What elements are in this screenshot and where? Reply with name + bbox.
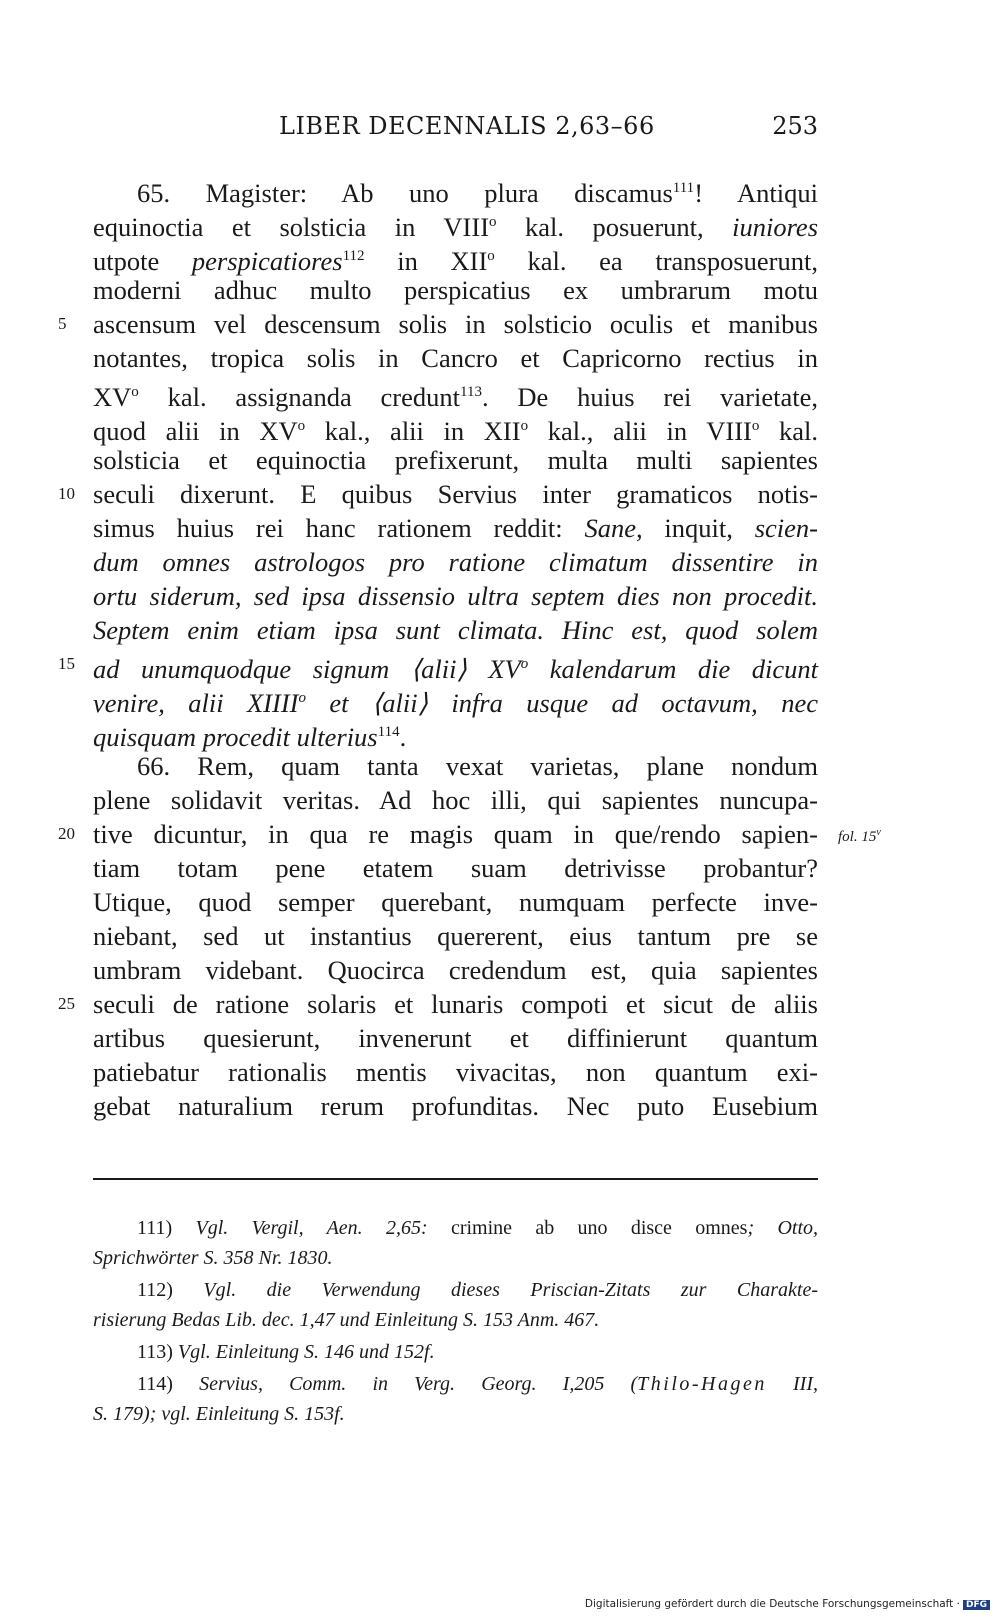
text-line: dum omnes astrologos pro ratione climatum dissentire in — [93, 547, 818, 577]
text-line: $XV^o$ kal. assignanda credunt$^{113}$. De huius rei varietate, — [93, 381, 818, 412]
footnote-112-cont: risierung Bedas Lib. dec. 1,47 und Einleitung S. 153 Anm. 467. — [93, 1309, 600, 1331]
text-line: simus huius rei hanc rationem reddit: Sane, inquit, scien- — [93, 513, 818, 543]
text-line: seculi dixerunt. E quibus Servius inter gramaticos notis- — [93, 479, 818, 509]
text-line: ascensum vel descensum solis in solsticio oculis et manibus — [93, 309, 818, 339]
text-line: quod alii in $XV^o$ kal., alii in XII$^o$ kal., alii in VIII$^o$ kal. — [93, 415, 818, 446]
text-line: umbram videbant. Quocirca credendum est, quia sapientes — [93, 955, 818, 985]
line-number: 5 — [58, 314, 67, 333]
text-line: artibus quesierunt, invenerunt et diffinierunt quantum — [93, 1023, 818, 1053]
text-line: equinoctia et solsticia in VIII$^o$ kal. posuerunt, iuniores — [93, 211, 819, 242]
text-line: utpote perspicatiores$^{112}$ in XII$^o$ kal. ea transposuerunt, — [93, 245, 818, 276]
running-title: LIBER DECENNALIS 2,63–66 — [279, 112, 655, 140]
text-line: Utique, quod semper querebant, numquam perfecte inve- — [93, 887, 818, 917]
footnote-113: 113) Vgl. Einleitung S. 146 und 152f. — [137, 1341, 435, 1363]
footnote-114-cont: S. 179); vgl. Einleitung S. 153f. — [93, 1403, 345, 1425]
text-line: plene solidavit veritas. Ad hoc illi, qui sapientes nuncupa- — [93, 785, 818, 815]
line-number: 10 — [58, 484, 75, 503]
digitization-credit: Digitalisierung gefördert durch die Deutsche Forschungsgemeinschaft · DFG — [585, 1598, 990, 1610]
page-number: 253 — [772, 112, 818, 140]
text-line: ortu siderum, sed ipsa dissensio ultra septem dies non procedit. — [93, 581, 818, 611]
text-line: patiebatur rationalis mentis vivacitas, non quantum exi- — [93, 1057, 818, 1087]
text-line: gebat naturalium rerum profunditas. Nec puto Eusebium — [93, 1091, 818, 1121]
footnote-114: 114) Servius, Comm. in Verg. Georg. I,205 (Thilo-Hagen III, — [137, 1373, 818, 1395]
footnote-111-cont: Sprichwörter S. 358 Nr. 1830. — [93, 1247, 333, 1269]
text-line: tive dicuntur, in qua re magis quam in que/rendo sapien- — [93, 819, 818, 849]
text-line: niebant, sed ut instantius quererent, eius tantum pre se — [93, 921, 818, 951]
footnote-111: 111) Vgl. Vergil, Aen. 2,65: crimine ab uno disce omnes; Otto, — [137, 1217, 818, 1239]
text-line: seculi de ratione solaris et lunaris compoti et sicut de aliis — [93, 989, 818, 1019]
line-number: 25 — [58, 994, 75, 1013]
text-line: 66. Rem, quam tanta vexat varietas, plane nondum — [137, 751, 818, 781]
running-header — [93, 112, 818, 146]
line-number: 20 — [58, 824, 75, 843]
text-line: notantes, tropica solis in Cancro et Capricorno rectius in — [93, 343, 818, 373]
footnote-rule — [93, 1178, 818, 1180]
text-line: quisquam procedit ulterius$^{114}$. — [93, 721, 407, 752]
folio-note: fol. 15$^v$ — [838, 827, 881, 845]
text-line: solsticia et equinoctia prefixerunt, multa multi sapientes — [93, 445, 818, 475]
text-line: Septem enim etiam ipsa sunt climata. Hinc est, quod solem — [93, 615, 818, 645]
text-line: tiam totam pene etatem suam detrivisse probantur? — [93, 853, 818, 883]
dfg-logo: DFG — [963, 1600, 990, 1610]
footnote-112: 112) Vgl. die Verwendung dieses Priscian-Zitats zur Charakte- — [137, 1279, 818, 1301]
text-line: moderni adhuc multo perspicatius ex umbrarum motu — [93, 275, 818, 305]
text-line: 65. Magister: Ab uno plura discamus$^{111}$! Antiqui — [137, 177, 818, 208]
line-number: 15 — [58, 654, 75, 673]
text-line: ad unumquodque signum ⟨alii⟩ $XV^o$ kalendarum die dicunt — [93, 653, 818, 684]
text-line: venire, alii XIIII$^o$ et ⟨alii⟩ infra usque ad octavum, nec — [93, 687, 818, 718]
